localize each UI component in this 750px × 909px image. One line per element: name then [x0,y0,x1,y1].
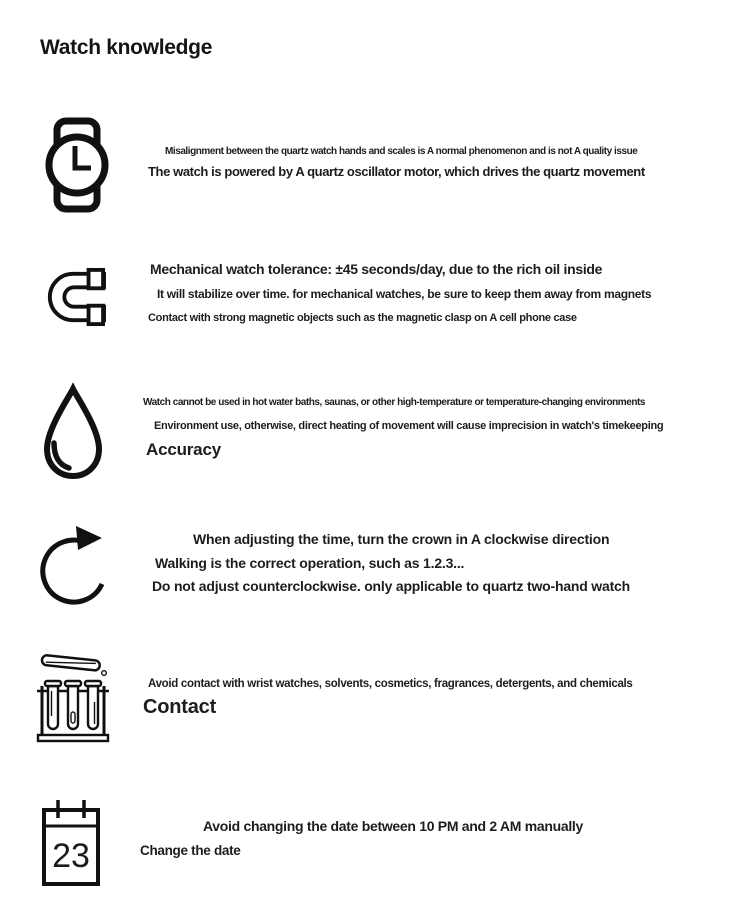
tip-text: Environment use, otherwise, direct heating of movement will cause imprecision in watch's timekeeping [154,420,664,432]
tip-text: Avoid changing the date between 10 PM and 2 AM manually [203,818,583,834]
magnet-icon [44,267,106,327]
tip-text: Change the date [140,843,241,858]
tip-text: Mechanical watch tolerance: ±45 seconds/day, due to the rich oil inside [150,261,603,277]
tip-text: Misalignment between the quartz watch hands and scales is A normal phenomenon and is not A quality issue [165,146,638,157]
tip-text: Contact with strong magnetic objects such as the magnetic clasp on A cell phone case [148,312,577,324]
clockwise-arrow-icon [38,524,108,609]
tip-text: Watch cannot be used in hot water baths, saunas, or other high-temperature or temperature-changing environments [143,397,645,408]
wristwatch-icon [42,117,112,213]
calendar-date: 23 [52,837,90,875]
test-tubes-icon [36,646,110,744]
water-drop-icon [38,382,108,482]
tip-text: Walking is the correct operation, such as 1.2.3... [155,555,465,571]
tip-text: When adjusting the time, turn the crown in A clockwise direction [193,531,610,547]
tip-text: Avoid contact with wrist watches, solvents, cosmetics, fragrances, detergents, and chemicals [148,678,633,690]
tip-text: Do not adjust counterclockwise. only applicable to quartz two-hand watch [152,578,630,594]
tip-text: The watch is powered by A quartz oscillator motor, which drives the quartz movement [148,164,645,179]
tip-text: It will stabilize over time. for mechanical watches, be sure to keep them away from magnets [157,287,652,301]
section-heading: Contact [143,696,217,718]
page-title: Watch knowledge [40,36,213,59]
section-heading: Accuracy [146,440,221,459]
calendar-icon [40,795,102,888]
